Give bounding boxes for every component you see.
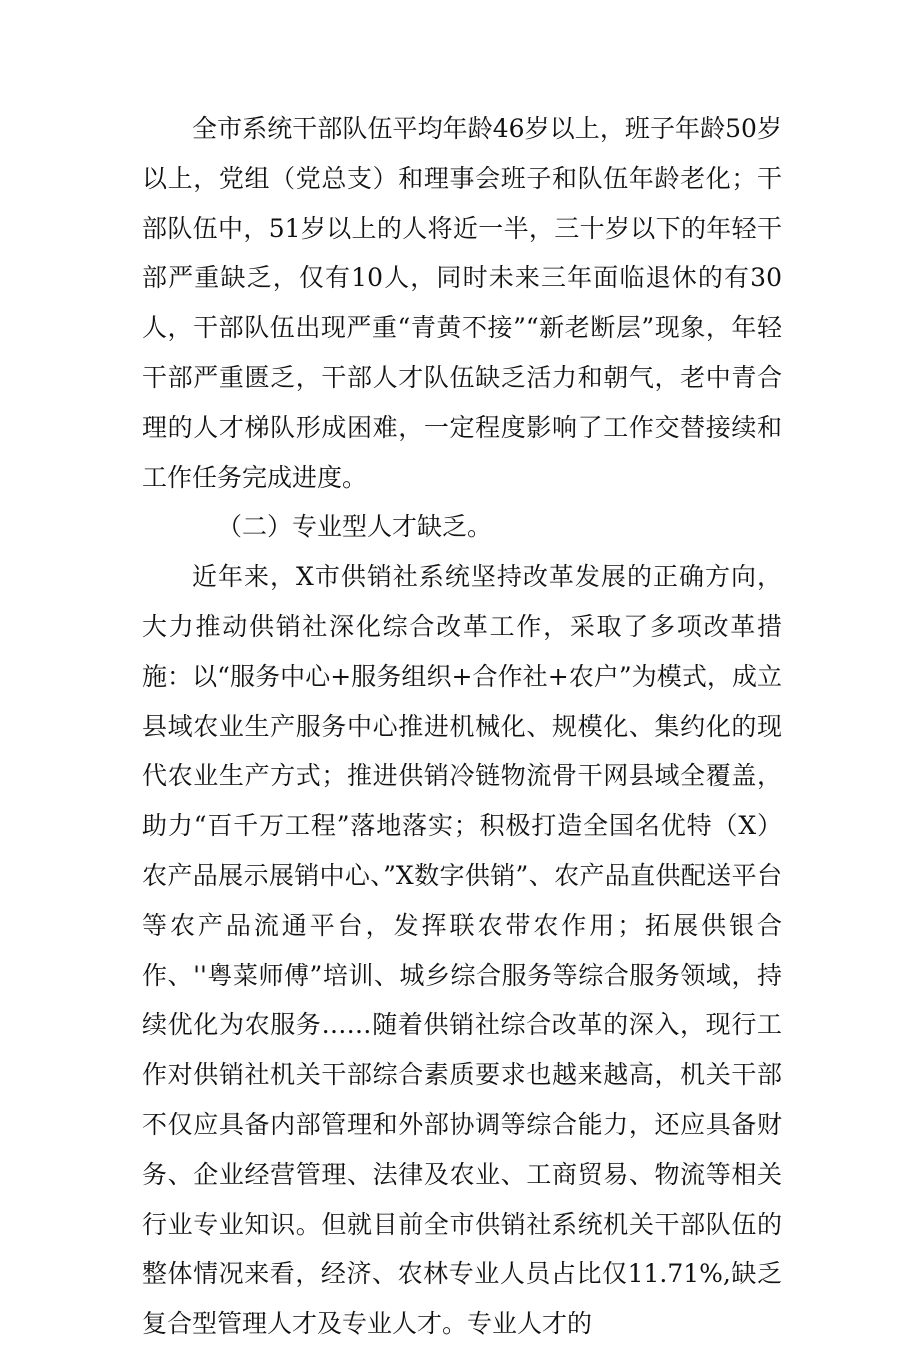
document-body [142,104,782,1349]
paragraph-age-structure: 全市系统干部队伍平均年龄46岁以上，班子年龄50岁以上，党组（党总支）和理事会班子和队伍年龄老化；干部队伍中，51岁以上的人将近一半，三十岁以下的年轻干部严重缺乏，仅有10人，同时未来三年面临退休的有30人，干部队伍出现严重“青黄不接”“新老断层”现象，年轻干部严重匮乏，干部人才队伍缺乏活力和朝气，老中青合理的人才梯队形成困难，一定程度影响了工作交替接续和工作任务完成进度。 [142,114,782,492]
paragraph-reform-measures: 近年来，X市供销社系统坚持改革发展的正确方向，大力推动供销社深化综合改革工作，采取了多项改革措施：以“服务中心+服务组织+合作社+农户”为模式，成立县域农业生产服务中心推进机械化、规模化、集约化的现代农业生产方式；推进供销冷链物流骨干网县域全覆盖，助力“百千万工程”落地落实；积极打造全国名优特（X）农产品展示展销中心、”X数字供销”、农产品直供配送平台等农产品流通平台，发挥联农带农作用；拓展供银合作、''粤菜师傅”培训、城乡综合服务等综合服务领域，持续优化为农服务……随着供销社综合改革的深入，现行工作对供销社机关干部综合素质要求也越来越高，机关干部不仅应具备内部管理和外部协调等综合能力，还应具备财务、企业经营管理、法律及农业、工商贸易、物流等相关行业专业知识。但就目前全市供销社系统机关干部队伍的整体情况来看，经济、农林专业人员占比仅11.71%,缺乏复合型管理人才及专业人才。专业人才的 [142,562,782,1339]
section-heading-professional-talent: （二）专业型人才缺乏。 [217,512,493,542]
